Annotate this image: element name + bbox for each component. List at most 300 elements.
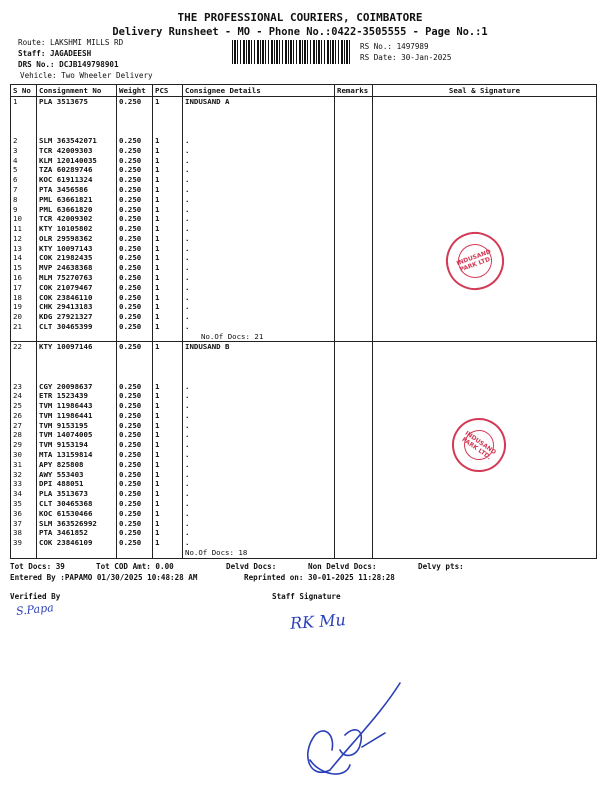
row-remarks bbox=[335, 234, 373, 244]
row-pcs: 1 bbox=[153, 538, 183, 548]
row-weight: 0.250 bbox=[117, 312, 153, 322]
entered-by: Entered By :PAPAMO 01/30/2025 10:48:28 AM bbox=[10, 573, 198, 582]
table-row bbox=[11, 440, 597, 450]
row-sno: 35 bbox=[13, 498, 22, 508]
row-consignment: DPI 488051 bbox=[37, 479, 117, 489]
table-header bbox=[11, 85, 597, 97]
col-pcs: PCS bbox=[153, 85, 183, 97]
row-seal bbox=[373, 479, 597, 489]
row-sno: 20 bbox=[13, 312, 22, 322]
row-sno: 5 bbox=[13, 165, 18, 175]
row-seal bbox=[373, 205, 597, 215]
row-consignee-dot: . bbox=[183, 391, 335, 401]
table-row bbox=[11, 430, 597, 440]
row-seal bbox=[373, 322, 597, 332]
row-consignee-dot: . bbox=[183, 195, 335, 205]
row-remarks bbox=[335, 263, 373, 273]
row-consignee-dot: . bbox=[183, 499, 335, 509]
row-consignment: CGY 20098637 bbox=[37, 382, 117, 392]
row-consignment: TVM 11986443 bbox=[37, 401, 117, 411]
row-pcs: 1 bbox=[153, 283, 183, 293]
table-row bbox=[11, 263, 597, 273]
row-consignee-dot: . bbox=[183, 470, 335, 480]
spacer-row bbox=[11, 107, 597, 117]
row-weight: 0.250 bbox=[117, 302, 153, 312]
row-pcs: 1 bbox=[153, 136, 183, 146]
row-sno: 22 bbox=[11, 342, 37, 352]
col-remarks: Remarks bbox=[335, 85, 373, 97]
spacer-row bbox=[11, 352, 597, 362]
row-sno: 32 bbox=[13, 469, 22, 479]
row-seal bbox=[373, 489, 597, 499]
seal-stamp-a: INDUSAND PARK LTD. bbox=[438, 224, 512, 298]
row-weight: 0.250 bbox=[117, 460, 153, 470]
verifier-handwriting: S.Papa bbox=[15, 601, 55, 618]
row-seal bbox=[373, 391, 597, 401]
runsheet-table bbox=[10, 84, 597, 559]
row-seal bbox=[373, 146, 597, 156]
table-row bbox=[11, 470, 597, 480]
row-sno: 37 bbox=[13, 518, 22, 528]
row-consignment: TCR 42009303 bbox=[37, 146, 117, 156]
table-row bbox=[11, 499, 597, 509]
row-weight: 0.250 bbox=[117, 263, 153, 273]
row-seal bbox=[373, 509, 597, 519]
row-pcs: 1 bbox=[153, 479, 183, 489]
row-consignee-dot: . bbox=[183, 165, 335, 175]
table-row bbox=[11, 450, 597, 460]
row-pcs: 1 bbox=[153, 224, 183, 234]
row-weight: 0.250 bbox=[117, 401, 153, 411]
company-title: THE PROFESSIONAL COURIERS, COIMBATORE bbox=[177, 11, 423, 24]
group-b bbox=[11, 342, 597, 558]
row-weight: 0.250 bbox=[117, 538, 153, 548]
row-weight: 0.250 bbox=[117, 234, 153, 244]
table-row bbox=[11, 391, 597, 401]
row-consignment: COK 23846110 bbox=[37, 293, 117, 303]
row-consignment: TVM 11986441 bbox=[37, 411, 117, 421]
row-weight: 0.250 bbox=[117, 440, 153, 450]
row-pcs: 1 bbox=[153, 421, 183, 431]
runsheet-title: Delivery Runsheet - MO - Phone No.:0422-3505555 - Page No.:1 bbox=[112, 26, 488, 38]
row-remarks bbox=[335, 293, 373, 303]
group-doc-count-row bbox=[11, 548, 597, 558]
row-sno: 9 bbox=[13, 204, 18, 214]
row-consignment: COK 21982435 bbox=[37, 253, 117, 263]
row-remarks bbox=[335, 499, 373, 509]
spacer-row bbox=[11, 126, 597, 136]
row-remarks bbox=[335, 401, 373, 411]
row-weight: 0.250 bbox=[117, 489, 153, 499]
table-row bbox=[11, 205, 597, 215]
row-weight: 0.250 bbox=[117, 342, 153, 352]
row-pcs: 1 bbox=[153, 382, 183, 392]
row-sno: 8 bbox=[13, 194, 18, 204]
row-consignee-dot: . bbox=[183, 322, 335, 332]
row-remarks bbox=[335, 156, 373, 166]
spacer-row bbox=[11, 362, 597, 372]
row-consignment: AWY 553403 bbox=[37, 470, 117, 480]
row-consignee-dot: . bbox=[183, 528, 335, 538]
table-row bbox=[11, 273, 597, 283]
table-row bbox=[11, 283, 597, 293]
row-seal bbox=[373, 401, 597, 411]
row-consignment: KOC 61911324 bbox=[37, 175, 117, 185]
row-pcs: 1 bbox=[153, 322, 183, 332]
row-seal bbox=[373, 528, 597, 538]
seal-stamp-b: INDUSAND PARK LTD. bbox=[441, 407, 516, 482]
rs-date: RS Date: 30-Jan-2025 bbox=[360, 53, 452, 62]
row-consignee-dot: . bbox=[183, 244, 335, 254]
row-pcs: 1 bbox=[153, 156, 183, 166]
verified-by-label: Verified By bbox=[10, 592, 61, 601]
row-sno: 31 bbox=[13, 459, 22, 469]
row-consignment: CLT 30465399 bbox=[37, 322, 117, 332]
row-remarks bbox=[335, 136, 373, 146]
row-weight: 0.250 bbox=[117, 470, 153, 480]
row-remarks bbox=[335, 224, 373, 234]
row-consignment: MLM 75270763 bbox=[37, 273, 117, 283]
row-weight: 0.250 bbox=[117, 156, 153, 166]
row-consignment: COK 21079467 bbox=[37, 283, 117, 293]
row-sno: 33 bbox=[13, 479, 22, 489]
row-weight: 0.250 bbox=[117, 519, 153, 529]
staff-handwriting: RK Mu bbox=[289, 610, 347, 633]
row-consignee-dot: . bbox=[183, 283, 335, 293]
table-row bbox=[11, 528, 597, 538]
table-row bbox=[11, 411, 597, 421]
row-pcs: 1 bbox=[153, 499, 183, 509]
row-consignee-dot: . bbox=[183, 273, 335, 283]
row-weight: 0.250 bbox=[117, 253, 153, 263]
route-label: Route: LAKSHMI MILLS RD bbox=[18, 38, 124, 47]
row-weight: 0.250 bbox=[117, 224, 153, 234]
row-pcs: 1 bbox=[153, 528, 183, 538]
row-consignment: SLM 363542071 bbox=[37, 136, 117, 146]
row-remarks bbox=[335, 283, 373, 293]
row-consignment: KDG 27921327 bbox=[37, 312, 117, 322]
row-pcs: 1 bbox=[153, 460, 183, 470]
row-consignee-dot: . bbox=[183, 411, 335, 421]
table-row bbox=[11, 185, 597, 195]
row-weight: 0.250 bbox=[117, 205, 153, 215]
row-weight: 0.250 bbox=[117, 509, 153, 519]
barcode bbox=[232, 40, 352, 64]
table-row bbox=[11, 401, 597, 411]
row-sno: 30 bbox=[13, 450, 22, 460]
row-pcs: 1 bbox=[153, 312, 183, 322]
row-sno: 28 bbox=[13, 430, 22, 440]
row-pcs: 1 bbox=[153, 146, 183, 156]
row-remarks bbox=[335, 382, 373, 392]
row-remarks bbox=[335, 185, 373, 195]
row-sno: 12 bbox=[13, 233, 22, 243]
row-pcs: 1 bbox=[153, 489, 183, 499]
row-weight: 0.250 bbox=[117, 185, 153, 195]
row-remarks bbox=[335, 528, 373, 538]
row-consignee-dot: . bbox=[183, 430, 335, 440]
row-consignee-dot: . bbox=[183, 538, 335, 548]
row-weight: 0.250 bbox=[117, 175, 153, 185]
row-consignment: SLM 363526992 bbox=[37, 519, 117, 529]
row-pcs: 1 bbox=[153, 430, 183, 440]
delvy-pts: Delvy pts: bbox=[418, 562, 464, 571]
row-consignee-dot: . bbox=[183, 312, 335, 322]
table-row bbox=[11, 165, 597, 175]
row-consignee-dot: . bbox=[183, 440, 335, 450]
reprinted-on: Reprinted on: 30-01-2025 11:28:28 bbox=[244, 573, 395, 582]
row-sno: 24 bbox=[13, 391, 22, 401]
table-row bbox=[11, 302, 597, 312]
row-pcs: 1 bbox=[153, 195, 183, 205]
tot-docs: Tot Docs: 39 bbox=[10, 562, 65, 571]
row-pcs: 1 bbox=[153, 185, 183, 195]
table-row bbox=[11, 156, 597, 166]
row-pcs: 1 bbox=[153, 401, 183, 411]
row-consignee-dot: . bbox=[183, 263, 335, 273]
row-seal bbox=[373, 136, 597, 146]
row-weight: 0.250 bbox=[117, 146, 153, 156]
row-sno: 19 bbox=[13, 302, 22, 312]
row-consignee: INDUSAND A bbox=[183, 97, 335, 107]
row-remarks bbox=[335, 302, 373, 312]
row-seal bbox=[373, 499, 597, 509]
row-seal bbox=[373, 175, 597, 185]
row-remarks bbox=[335, 460, 373, 470]
col-consignment: Consignment No bbox=[37, 85, 117, 97]
row-sno: 39 bbox=[13, 538, 22, 548]
row-consignment: COK 23846109 bbox=[37, 538, 117, 548]
row-weight: 0.250 bbox=[117, 97, 153, 107]
row-remarks bbox=[335, 470, 373, 480]
row-consignment: PLA 3513675 bbox=[37, 97, 117, 107]
row-remarks bbox=[335, 175, 373, 185]
row-consignment: KLM 120140035 bbox=[37, 156, 117, 166]
row-weight: 0.250 bbox=[117, 499, 153, 509]
row-weight: 0.250 bbox=[117, 430, 153, 440]
row-consignee-dot: . bbox=[183, 205, 335, 215]
row-consignment: KTY 10097146 bbox=[37, 342, 117, 352]
row-pcs: 1 bbox=[153, 97, 183, 107]
row-seal bbox=[373, 214, 597, 224]
row-pcs: 1 bbox=[153, 509, 183, 519]
table-row bbox=[11, 234, 597, 244]
row-sno: 4 bbox=[13, 155, 18, 165]
row-sno: 26 bbox=[13, 410, 22, 420]
row-pcs: 1 bbox=[153, 440, 183, 450]
row-consignment: MVP 24638368 bbox=[37, 263, 117, 273]
row-pcs: 1 bbox=[153, 273, 183, 283]
row-weight: 0.250 bbox=[117, 382, 153, 392]
row-consignment: PTA 3461852 bbox=[37, 528, 117, 538]
row-consignee-dot: . bbox=[183, 185, 335, 195]
row-pcs: 1 bbox=[153, 411, 183, 421]
row-seal bbox=[373, 342, 597, 352]
row-consignment: PLA 3513673 bbox=[37, 489, 117, 499]
row-remarks bbox=[335, 312, 373, 322]
row-sno: 36 bbox=[13, 508, 22, 518]
row-remarks bbox=[335, 342, 373, 352]
row-seal bbox=[373, 538, 597, 548]
row-pcs: 1 bbox=[153, 253, 183, 263]
row-sno: 7 bbox=[13, 184, 18, 194]
table-row bbox=[11, 509, 597, 519]
row-weight: 0.250 bbox=[117, 214, 153, 224]
row-consignee-dot: . bbox=[183, 293, 335, 303]
row-remarks bbox=[335, 489, 373, 499]
row-weight: 0.250 bbox=[117, 283, 153, 293]
row-consignee-dot: . bbox=[183, 224, 335, 234]
col-sno: S No bbox=[11, 85, 37, 97]
row-sno: 11 bbox=[13, 224, 22, 234]
row-seal bbox=[373, 293, 597, 303]
table-row bbox=[11, 538, 597, 548]
row-weight: 0.250 bbox=[117, 421, 153, 431]
row-consignment: KOC 61530466 bbox=[37, 509, 117, 519]
spacer-row bbox=[11, 117, 597, 127]
row-sno: 29 bbox=[13, 440, 22, 450]
table-row bbox=[11, 195, 597, 205]
row-pcs: 1 bbox=[153, 234, 183, 244]
row-weight: 0.250 bbox=[117, 165, 153, 175]
non-delvd-docs: Non Delvd Docs: bbox=[308, 562, 377, 571]
row-remarks bbox=[335, 273, 373, 283]
row-consignment: PML 63661821 bbox=[37, 195, 117, 205]
row-pcs: 1 bbox=[153, 470, 183, 480]
row-weight: 0.250 bbox=[117, 244, 153, 254]
table-row bbox=[11, 97, 597, 107]
table-row bbox=[11, 519, 597, 529]
table-row bbox=[11, 382, 597, 392]
table-row bbox=[11, 214, 597, 224]
table-row bbox=[11, 479, 597, 489]
staff-label: Staff: JAGADEESH bbox=[18, 49, 92, 58]
row-pcs: 1 bbox=[153, 519, 183, 529]
row-consignee-dot: . bbox=[183, 214, 335, 224]
row-seal bbox=[373, 156, 597, 166]
row-remarks bbox=[335, 450, 373, 460]
row-weight: 0.250 bbox=[117, 528, 153, 538]
row-seal bbox=[373, 195, 597, 205]
table-row bbox=[11, 489, 597, 499]
row-consignment: TVM 9153195 bbox=[37, 421, 117, 431]
row-consignment: KTY 10097143 bbox=[37, 244, 117, 254]
row-seal bbox=[373, 382, 597, 392]
spacer-row bbox=[11, 372, 597, 382]
row-sno: 38 bbox=[13, 528, 22, 538]
table-row bbox=[11, 136, 597, 146]
row-consignee-dot: . bbox=[183, 479, 335, 489]
row-pcs: 1 bbox=[153, 214, 183, 224]
row-pcs: 1 bbox=[153, 263, 183, 273]
row-remarks bbox=[335, 322, 373, 332]
row-sno: 15 bbox=[13, 263, 22, 273]
row-consignment: OLR 29598362 bbox=[37, 234, 117, 244]
table-row bbox=[11, 421, 597, 431]
row-consignee-dot: . bbox=[183, 509, 335, 519]
row-weight: 0.250 bbox=[117, 450, 153, 460]
row-pcs: 1 bbox=[153, 165, 183, 175]
table-row bbox=[11, 322, 597, 332]
row-consignment: ETR 1523439 bbox=[37, 391, 117, 401]
delvd-docs: Delvd Docs: bbox=[226, 562, 277, 571]
row-pcs: 1 bbox=[153, 293, 183, 303]
signature-scribble bbox=[290, 675, 420, 785]
row-sno: 18 bbox=[13, 292, 22, 302]
row-remarks bbox=[335, 253, 373, 263]
row-remarks bbox=[335, 519, 373, 529]
row-sno: 17 bbox=[13, 282, 22, 292]
row-remarks bbox=[335, 421, 373, 431]
col-weight: Weight bbox=[117, 85, 153, 97]
row-remarks bbox=[335, 391, 373, 401]
row-seal bbox=[373, 185, 597, 195]
row-weight: 0.250 bbox=[117, 391, 153, 401]
row-consignment: TCR 42009302 bbox=[37, 214, 117, 224]
col-seal: Seal & Signature bbox=[373, 85, 597, 97]
row-consignee-dot: . bbox=[183, 401, 335, 411]
table-row bbox=[11, 342, 597, 352]
group-doc-count: No.Of Docs: 21 bbox=[183, 332, 335, 342]
col-consignee: Consignee Details bbox=[183, 85, 335, 97]
row-remarks bbox=[335, 195, 373, 205]
row-sno: 25 bbox=[13, 401, 22, 411]
row-weight: 0.250 bbox=[117, 195, 153, 205]
row-seal bbox=[373, 97, 597, 107]
row-consignment: MTA 13159814 bbox=[37, 450, 117, 460]
row-pcs: 1 bbox=[153, 391, 183, 401]
row-sno: 13 bbox=[13, 243, 22, 253]
row-pcs: 1 bbox=[153, 205, 183, 215]
row-weight: 0.250 bbox=[117, 411, 153, 421]
table-row bbox=[11, 146, 597, 156]
row-consignee-dot: . bbox=[183, 146, 335, 156]
row-consignee-dot: . bbox=[183, 136, 335, 146]
row-weight: 0.250 bbox=[117, 293, 153, 303]
row-remarks bbox=[335, 146, 373, 156]
row-remarks bbox=[335, 479, 373, 489]
row-weight: 0.250 bbox=[117, 479, 153, 489]
row-remarks bbox=[335, 97, 373, 107]
table-row bbox=[11, 460, 597, 470]
row-consignment: CLT 30465368 bbox=[37, 499, 117, 509]
row-pcs: 1 bbox=[153, 342, 183, 352]
row-remarks bbox=[335, 538, 373, 548]
row-consignment: PML 63661820 bbox=[37, 205, 117, 215]
table-row bbox=[11, 224, 597, 234]
row-consignment: PTA 3456586 bbox=[37, 185, 117, 195]
row-remarks bbox=[335, 205, 373, 215]
row-seal bbox=[373, 312, 597, 322]
row-remarks bbox=[335, 244, 373, 254]
group-a bbox=[11, 97, 597, 342]
table-row bbox=[11, 253, 597, 263]
row-sno: 27 bbox=[13, 420, 22, 430]
group-doc-count: No.Of Docs: 18 bbox=[183, 548, 335, 558]
row-consignment: TZA 60289746 bbox=[37, 165, 117, 175]
drs-number: DRS No.: DCJB149798901 bbox=[18, 60, 119, 69]
table-row bbox=[11, 175, 597, 185]
row-consignee-dot: . bbox=[183, 175, 335, 185]
row-consignee-dot: . bbox=[183, 460, 335, 470]
row-consignee-dot: . bbox=[183, 234, 335, 244]
row-sno: 6 bbox=[13, 175, 18, 185]
staff-signature-label: Staff Signature bbox=[272, 592, 341, 601]
row-sno: 16 bbox=[13, 273, 22, 283]
row-sno: 10 bbox=[13, 214, 22, 224]
row-remarks bbox=[335, 214, 373, 224]
group-doc-count-row bbox=[11, 332, 597, 342]
